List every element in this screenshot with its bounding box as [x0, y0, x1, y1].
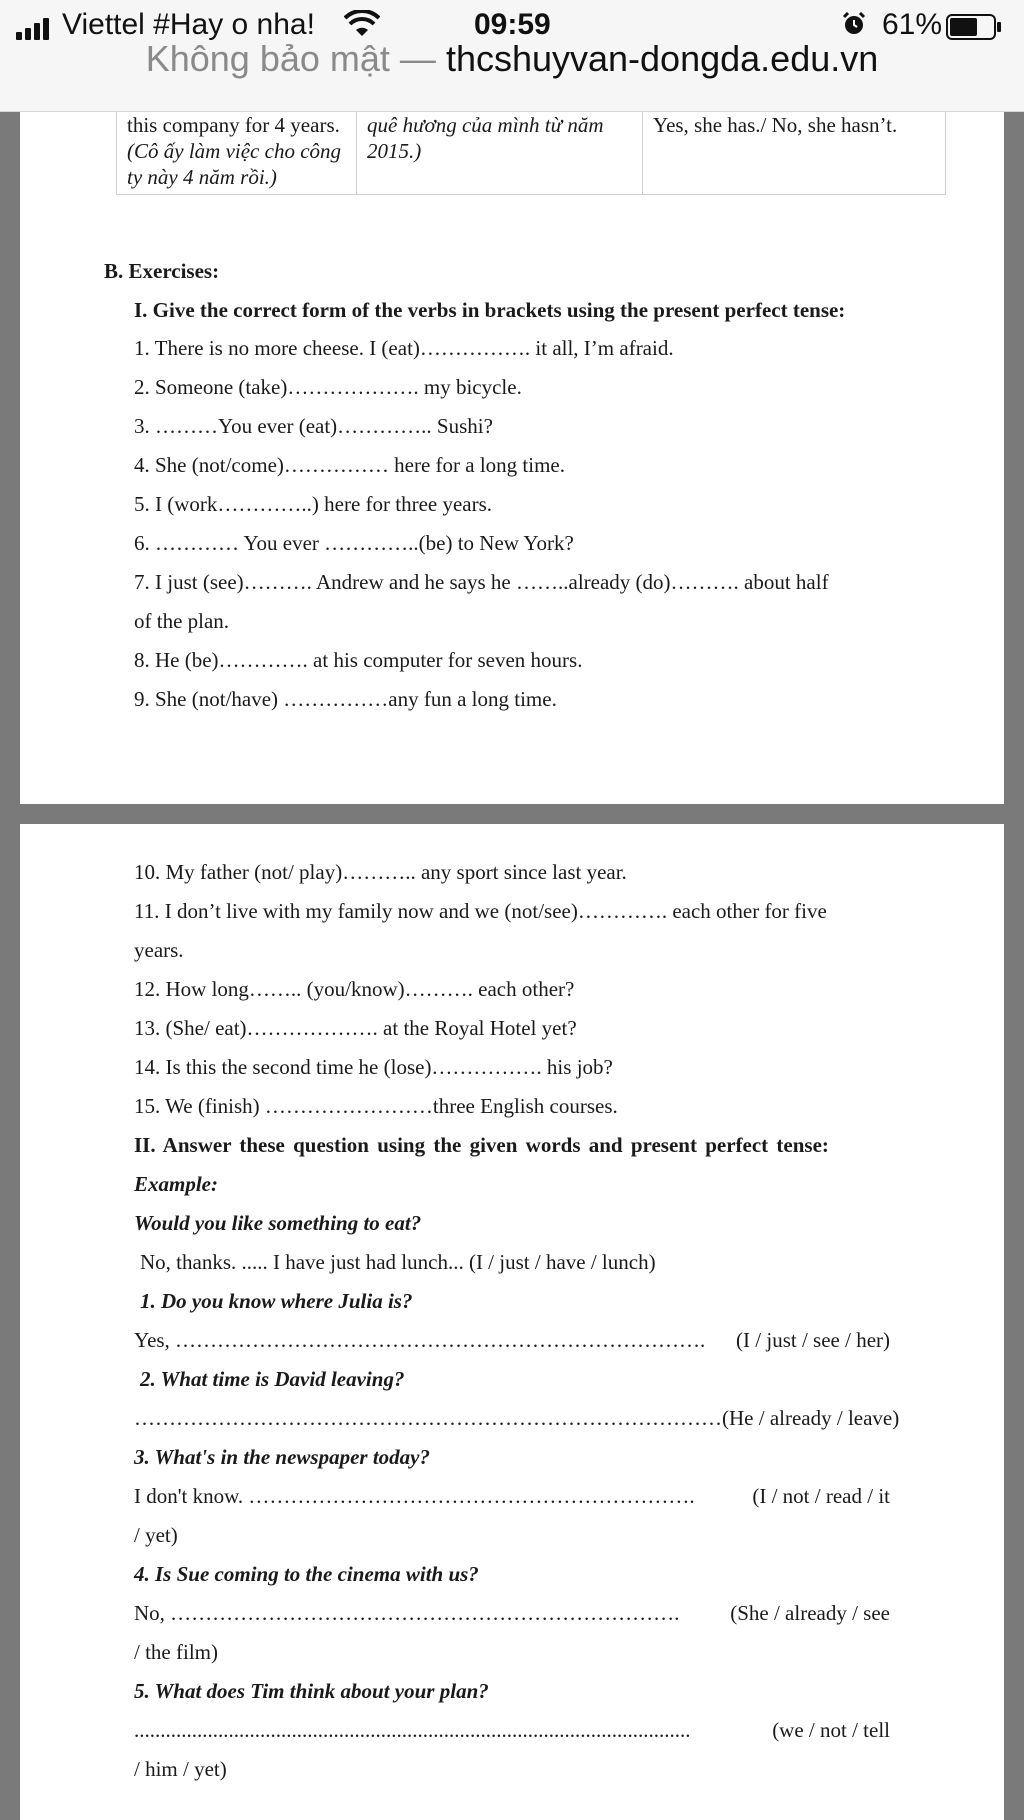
- answer-hint: (I / not / read / it: [752, 1484, 890, 1508]
- answer-line-2: [134, 1405, 900, 1431]
- answer-hint: (She / already / see: [730, 1601, 890, 1625]
- exercise-item: years.: [134, 938, 184, 962]
- battery-icon: [946, 14, 1002, 40]
- table-cell-translation: (Cô ấy làm việc cho công ty này 4 năm rồi.): [127, 139, 342, 189]
- exercise-item: 8. He (be)…………. at his computer for seven hours.: [134, 648, 583, 672]
- answer-line-3: [134, 1483, 890, 1509]
- question-5: 5. What does Tim think about your plan?: [134, 1679, 489, 1703]
- exercise-item: 10. My father (not/ play)……….. any sport since last year.: [134, 860, 627, 884]
- answer-hint: (we / not / tell: [772, 1718, 890, 1742]
- answer-blank: No, ……………………………………………………………….: [134, 1601, 680, 1625]
- exercise-1-title: I. Give the correct form of the verbs in brackets using the present perfect tense:: [134, 298, 846, 322]
- security-label: Không bảo mật: [145, 38, 390, 79]
- clock: 09:59: [474, 8, 551, 41]
- example-label: Example:: [134, 1172, 218, 1196]
- address-bar[interactable]: [0, 38, 1024, 80]
- url-domain: thcshuyvan-dongda.edu.vn: [445, 38, 879, 79]
- answer-line-4: [134, 1600, 890, 1626]
- exercise-item: 11. I don’t live with my family now and we (not/see)…………. each other for five: [134, 899, 827, 923]
- example-answer: No, thanks. ..... I have just had lunch... (I / just / have / lunch): [140, 1250, 656, 1274]
- example-question: Would you like something to eat?: [134, 1211, 422, 1235]
- exercise-item: 7. I just (see)………. Andrew and he says he ……..already (do)………. about half: [134, 570, 829, 594]
- battery-percent: 61%: [882, 8, 943, 41]
- question-2: 2. What time is David leaving?: [140, 1367, 405, 1391]
- alarm-icon: [842, 12, 866, 36]
- exercise-item: 12. How long…….. (you/know)………. each other?: [134, 977, 575, 1001]
- exercise-item: 1. There is no more cheese. I (eat)……………. it all, I’m afraid.: [134, 336, 674, 360]
- exercise-item: 13. (She/ eat)………………. at the Royal Hotel yet?: [134, 1016, 577, 1040]
- url-separator: —: [399, 38, 436, 79]
- exercise-item: of the plan.: [134, 609, 230, 633]
- answer-blank: …………………………………………………………………………: [134, 1406, 722, 1430]
- exercise-item: 9. She (not/have) ……………any fun a long time.: [134, 687, 557, 711]
- table-cell-example: [117, 112, 357, 195]
- exercise-item: 14. Is this the second time he (lose)……………. his job?: [134, 1055, 613, 1079]
- answer-line-1: [134, 1327, 890, 1353]
- question-1: 1. Do you know where Julia is?: [140, 1289, 413, 1313]
- exercise-item: 15. We (finish) ……………………three English courses.: [134, 1094, 618, 1118]
- cellular-signal-icon: [16, 18, 56, 40]
- table-cell-answer: Yes, she has./ No, she hasn’t.: [643, 112, 946, 195]
- answer-line-5: [134, 1717, 890, 1743]
- exercise-item: 5. I (work…………..) here for three years.: [134, 492, 493, 516]
- carrier-name: Viettel #Hay o nha!: [62, 8, 315, 41]
- table-cell-text: this company for 4 years.: [127, 113, 340, 137]
- answer-blank: I don't know. ……………………………………………………….: [134, 1484, 695, 1508]
- exercise-item: 2. Someone (take)………………. my bicycle.: [134, 375, 522, 399]
- answer-continuation: / yet): [134, 1523, 178, 1547]
- wifi-icon: [344, 10, 380, 38]
- question-3: 3. What's in the newspaper today?: [134, 1445, 430, 1469]
- table-row: [117, 112, 946, 195]
- exercise-item: 4. She (not/come)…………… here for a long time.: [134, 453, 565, 477]
- answer-hint: (I / just / see / her): [736, 1328, 890, 1352]
- exercise-item: 6. ………… You ever …………..(be) to New York?: [134, 531, 574, 555]
- question-4: 4. Is Sue coming to the cinema with us?: [134, 1562, 479, 1586]
- exercise-2-title: II. Answer these question using the given words and present perfect tense:: [134, 1133, 829, 1157]
- answer-hint: (He / already / leave): [722, 1406, 900, 1430]
- answer-continuation: / the film): [134, 1640, 218, 1664]
- grammar-table-fragment: [116, 112, 946, 195]
- table-cell-translation-2: quê hương của mình từ năm 2015.): [357, 112, 643, 195]
- document-page-2: [20, 824, 1004, 1820]
- answer-blank: ..........................................................................................................: [134, 1718, 691, 1742]
- status-bar: [0, 8, 1024, 42]
- browser-topbar: [0, 0, 1024, 112]
- section-title: B. Exercises:: [104, 259, 220, 283]
- answer-continuation: / him / yet): [134, 1757, 227, 1781]
- exercise-item: 3. ………You ever (eat)………….. Sushi?: [134, 414, 493, 438]
- answer-blank: Yes, ………………………………………………………………….: [134, 1328, 706, 1352]
